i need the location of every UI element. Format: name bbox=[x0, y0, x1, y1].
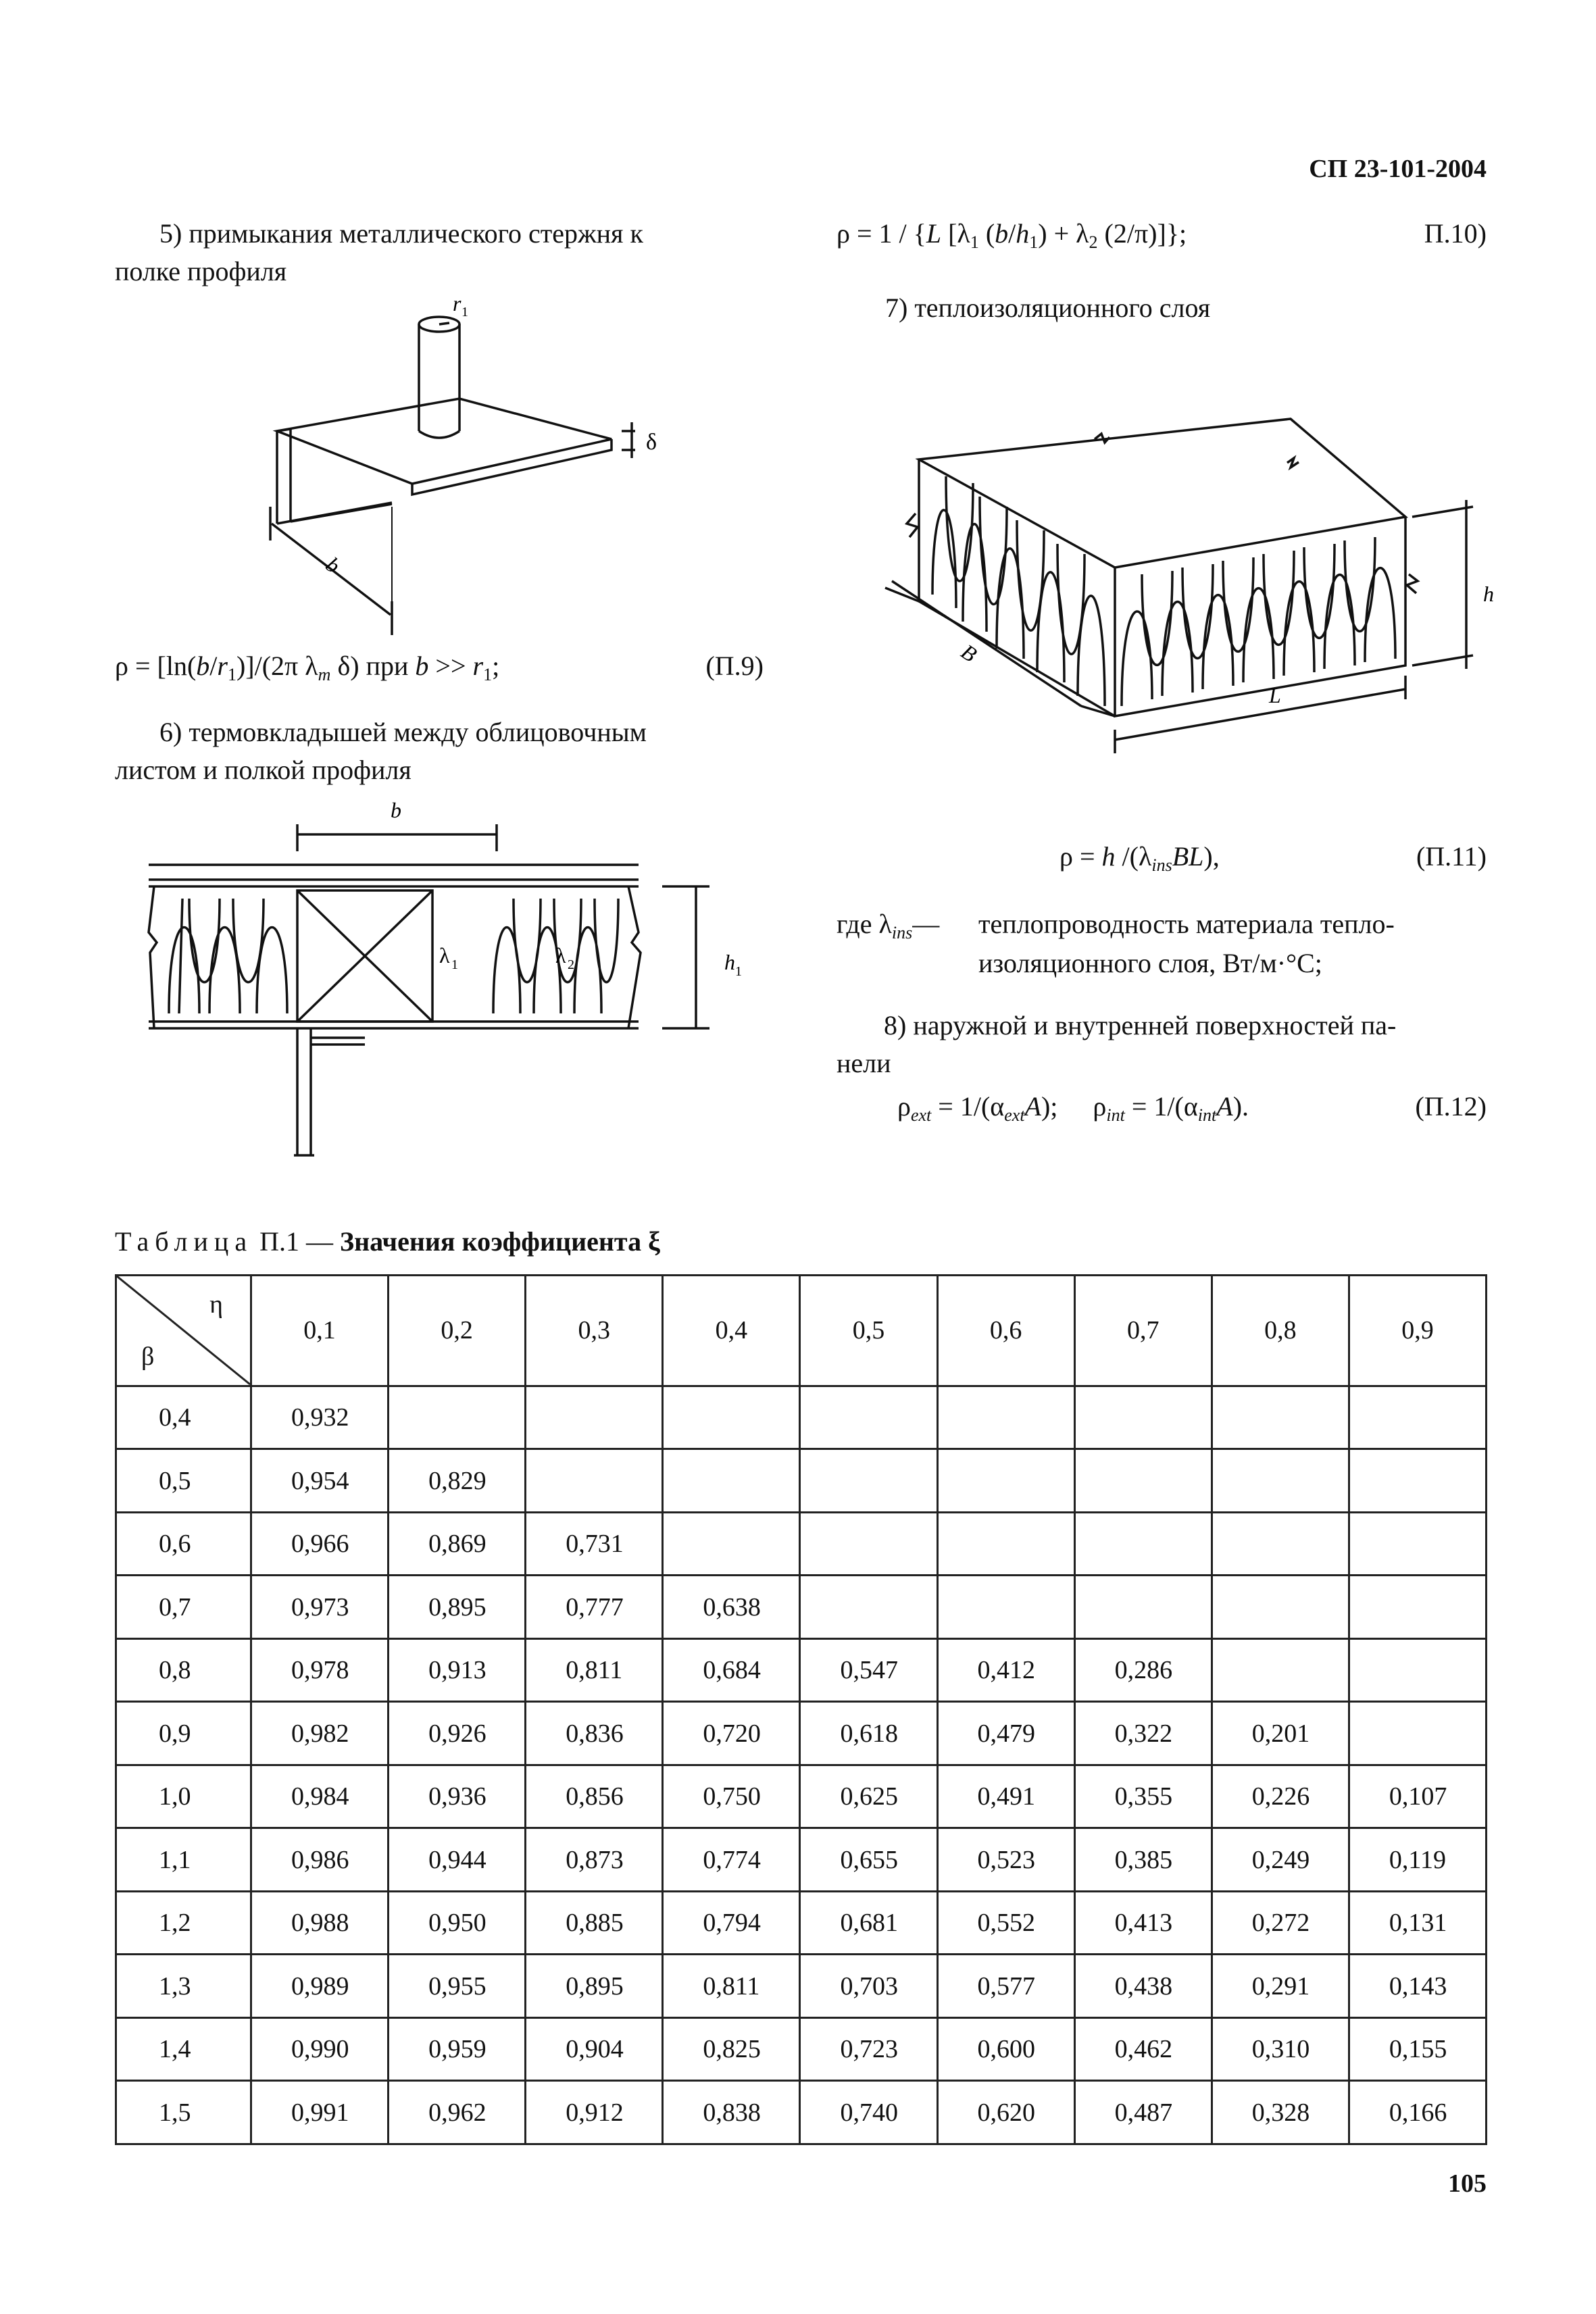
corner-beta: β bbox=[141, 1342, 155, 1371]
xi-value-cell bbox=[1349, 1386, 1486, 1449]
formula-p11: ρ = h $/(\lambda_{ins}BL)$, (П.11) bbox=[837, 838, 1487, 876]
xi-value-cell bbox=[937, 1386, 1074, 1449]
xi-value-cell: 0,912 bbox=[526, 2081, 663, 2144]
xi-value-cell: 0,413 bbox=[1074, 1891, 1212, 1955]
table-row bbox=[116, 1386, 1487, 1449]
xi-value-cell: 0,703 bbox=[800, 1955, 937, 2018]
table-row bbox=[116, 1891, 1487, 1955]
figure-6-label-b: b bbox=[391, 798, 401, 822]
beta-cell: 0,8 bbox=[116, 1638, 251, 1702]
item-6-line-2: листом и полкой профиля bbox=[115, 755, 412, 785]
table-row bbox=[116, 1512, 1487, 1576]
figure-5-label-b: b bbox=[321, 552, 345, 578]
table-caption bbox=[115, 1223, 1128, 1261]
xi-value-cell: 0,618 bbox=[800, 1702, 937, 1765]
item-5-line-1: 5) примыкания металлического стержня к bbox=[159, 218, 643, 249]
table-row bbox=[116, 1638, 1487, 1702]
table-row bbox=[116, 1765, 1487, 1828]
xi-value-cell bbox=[663, 1512, 800, 1576]
beta-cell: 1,1 bbox=[116, 1828, 251, 1892]
xi-value-cell: 0,982 bbox=[251, 1702, 389, 1765]
table-corner-cell bbox=[116, 1276, 251, 1386]
figure-7-label-L: L bbox=[1269, 683, 1281, 707]
xi-value-cell: 0,836 bbox=[526, 1702, 663, 1765]
beta-cell: 1,0 bbox=[116, 1765, 251, 1828]
xi-value-cell: 0,720 bbox=[663, 1702, 800, 1765]
xi-value-cell: 0,731 bbox=[526, 1512, 663, 1576]
xi-value-cell: 0,655 bbox=[800, 1828, 937, 1892]
formula-p12-number: (П.12) bbox=[1415, 1091, 1487, 1122]
item-5-line-2: полке профиля bbox=[115, 256, 287, 286]
xi-value-cell bbox=[1349, 1576, 1486, 1639]
table-row bbox=[116, 2081, 1487, 2144]
xi-value-cell bbox=[1349, 1638, 1486, 1702]
table-row bbox=[116, 1828, 1487, 1892]
figure-6-label-lambda1-sub: 1 bbox=[451, 957, 458, 972]
xi-value-cell: 0,959 bbox=[389, 2017, 526, 2081]
eta-header-cell: 0,6 bbox=[937, 1276, 1074, 1386]
xi-value-cell bbox=[1349, 1512, 1486, 1576]
table-caption-title: Значения коэффициента ξ bbox=[339, 1226, 660, 1257]
xi-value-cell: 0,913 bbox=[389, 1638, 526, 1702]
xi-value-cell: 0,811 bbox=[526, 1638, 663, 1702]
xi-value-cell: 0,201 bbox=[1212, 1702, 1349, 1765]
xi-value-cell bbox=[663, 1386, 800, 1449]
xi-value-cell: 0,249 bbox=[1212, 1828, 1349, 1892]
where-clause: где $\lambda_{ins}—$ теплопроводность материала тепло- изоляционного слоя, Вт/м·°C; bbox=[837, 905, 1487, 986]
xi-value-cell: 0,286 bbox=[1074, 1638, 1212, 1702]
eta-header-cell: 0,3 bbox=[526, 1276, 663, 1386]
xi-value-cell: 0,966 bbox=[251, 1512, 389, 1576]
figure-7-label-B: B bbox=[957, 638, 982, 667]
xi-value-cell bbox=[800, 1449, 937, 1513]
xi-value-cell bbox=[1074, 1512, 1212, 1576]
xi-value-cell: 0,291 bbox=[1212, 1955, 1349, 2018]
figure-insulation-layer bbox=[845, 399, 1493, 763]
xi-value-cell: 0,684 bbox=[663, 1638, 800, 1702]
xi-value-cell: 0,523 bbox=[937, 1828, 1074, 1892]
xi-value-cell: 0,936 bbox=[389, 1765, 526, 1828]
eta-header-cell: 0,9 bbox=[1349, 1276, 1486, 1386]
xi-value-cell bbox=[1212, 1512, 1349, 1576]
xi-value-cell: 0,681 bbox=[800, 1891, 937, 1955]
xi-value-cell: 0,926 bbox=[389, 1702, 526, 1765]
xi-value-cell: 0,226 bbox=[1212, 1765, 1349, 1828]
xi-value-cell: 0,895 bbox=[526, 1955, 663, 2018]
xi-value-cell: 0,986 bbox=[251, 1828, 389, 1892]
beta-cell: 1,4 bbox=[116, 2017, 251, 2081]
xi-value-cell: 0,950 bbox=[389, 1891, 526, 1955]
xi-value-cell: 0,438 bbox=[1074, 1955, 1212, 2018]
beta-cell: 0,5 bbox=[116, 1449, 251, 1513]
xi-value-cell: 0,873 bbox=[526, 1828, 663, 1892]
xi-value-cell: 0,856 bbox=[526, 1765, 663, 1828]
formula-p10-number: П.10) bbox=[1424, 218, 1487, 249]
xi-value-cell: 0,978 bbox=[251, 1638, 389, 1702]
xi-value-cell bbox=[1212, 1576, 1349, 1639]
xi-value-cell: 0,385 bbox=[1074, 1828, 1212, 1892]
xi-value-cell: 0,620 bbox=[937, 2081, 1074, 2144]
xi-value-cell: 0,310 bbox=[1212, 2017, 1349, 2081]
figure-thermal-insert bbox=[142, 797, 750, 1162]
xi-value-cell: 0,577 bbox=[937, 1955, 1074, 2018]
figure-6-label-lambda1: λ bbox=[439, 943, 450, 967]
xi-value-cell: 0,131 bbox=[1349, 1891, 1486, 1955]
xi-value-cell: 0,991 bbox=[251, 2081, 389, 2144]
beta-cell: 1,5 bbox=[116, 2081, 251, 2144]
formula-p9: $\rho = [\ln(b/r_1)]/(2\pi$ $\lambda_m$ δ) при $b >> r_1$; (П.9) bbox=[115, 647, 764, 685]
item-6-text bbox=[115, 713, 764, 789]
xi-value-cell bbox=[937, 1449, 1074, 1513]
xi-value-cell: 0,774 bbox=[663, 1828, 800, 1892]
xi-value-cell bbox=[1074, 1576, 1212, 1639]
xi-value-cell: 0,932 bbox=[251, 1386, 389, 1449]
item-8-line-2: нели bbox=[837, 1048, 891, 1078]
xi-value-cell: 0,166 bbox=[1349, 2081, 1486, 2144]
beta-cell: 0,9 bbox=[116, 1702, 251, 1765]
xi-value-cell bbox=[526, 1386, 663, 1449]
eta-header-cell: 0,4 bbox=[663, 1276, 800, 1386]
corner-diagonal bbox=[117, 1276, 250, 1384]
where-line-2: изоляционного слоя, Вт/м·°C; bbox=[978, 948, 1322, 978]
formula-p10: ρ = 1 / {L [$\lambda_1$ $(b/h_1) + \lambda_2$ (2/π)]}; П.10) bbox=[837, 215, 1487, 253]
xi-value-cell: 0,328 bbox=[1212, 2081, 1349, 2144]
xi-value-cell: 0,989 bbox=[251, 1955, 389, 2018]
xi-value-cell: 0,954 bbox=[251, 1449, 389, 1513]
xi-value-cell: 0,885 bbox=[526, 1891, 663, 1955]
figure-5-label-r1: r bbox=[453, 291, 462, 316]
xi-value-cell bbox=[526, 1449, 663, 1513]
xi-value-cell: 0,155 bbox=[1349, 2017, 1486, 2081]
xi-value-cell: 0,723 bbox=[800, 2017, 937, 2081]
xi-value-cell: 0,625 bbox=[800, 1765, 937, 1828]
eta-header-cell: 0,7 bbox=[1074, 1276, 1212, 1386]
figure-rod-on-flange bbox=[257, 284, 703, 635]
beta-cell: 1,3 bbox=[116, 1955, 251, 2018]
table-caption-label: Таблица bbox=[115, 1226, 253, 1257]
table-row bbox=[116, 1449, 1487, 1513]
xi-value-cell: 0,462 bbox=[1074, 2017, 1212, 2081]
formula-p11-number: (П.11) bbox=[1416, 841, 1487, 872]
xi-value-cell bbox=[1212, 1638, 1349, 1702]
xi-value-cell bbox=[1212, 1386, 1349, 1449]
figure-5-label-r1-sub: 1 bbox=[462, 305, 468, 320]
xi-value-cell bbox=[1349, 1449, 1486, 1513]
xi-value-cell: 0,829 bbox=[389, 1449, 526, 1513]
table-caption-number: П.1 — bbox=[253, 1226, 340, 1257]
figure-6-label-lambda2: λ bbox=[555, 943, 566, 967]
beta-cell: 0,6 bbox=[116, 1512, 251, 1576]
xi-value-cell: 0,740 bbox=[800, 2081, 937, 2144]
xi-value-cell: 0,600 bbox=[937, 2017, 1074, 2081]
xi-value-cell: 0,984 bbox=[251, 1765, 389, 1828]
xi-value-cell bbox=[800, 1386, 937, 1449]
xi-value-cell: 0,547 bbox=[800, 1638, 937, 1702]
xi-value-cell: 0,143 bbox=[1349, 1955, 1486, 2018]
eta-header-cell: 0,5 bbox=[800, 1276, 937, 1386]
item-8-line-1: 8) наружной и внутренней поверхностей па- bbox=[884, 1010, 1397, 1040]
xi-value-cell bbox=[389, 1386, 526, 1449]
xi-value-cell: 0,838 bbox=[663, 2081, 800, 2144]
eta-header-cell: 0,1 bbox=[251, 1276, 389, 1386]
table-row bbox=[116, 2017, 1487, 2081]
figure-6-label-h1: h bbox=[724, 950, 735, 974]
xi-value-cell: 0,944 bbox=[389, 1828, 526, 1892]
xi-value-cell: 0,895 bbox=[389, 1576, 526, 1639]
xi-value-cell: 0,869 bbox=[389, 1512, 526, 1576]
xi-value-cell: 0,491 bbox=[937, 1765, 1074, 1828]
xi-value-cell: 0,750 bbox=[663, 1765, 800, 1828]
xi-coefficient-table bbox=[115, 1274, 1487, 2145]
xi-value-cell: 0,272 bbox=[1212, 1891, 1349, 1955]
table-row bbox=[116, 1955, 1487, 2018]
xi-value-cell: 0,988 bbox=[251, 1891, 389, 1955]
xi-value-cell: 0,973 bbox=[251, 1576, 389, 1639]
where-line-1: теплопроводность материала тепло- bbox=[978, 909, 1395, 939]
beta-cell: 0,7 bbox=[116, 1576, 251, 1639]
xi-value-cell: 0,955 bbox=[389, 1955, 526, 2018]
table-row bbox=[116, 1702, 1487, 1765]
table-row bbox=[116, 1576, 1487, 1639]
figure-6-label-lambda2-sub: 2 bbox=[568, 957, 574, 972]
xi-value-cell: 0,990 bbox=[251, 2017, 389, 2081]
item-6-line-1: 6) термовкладышей между облицовочным bbox=[159, 717, 647, 747]
xi-value-cell bbox=[663, 1449, 800, 1513]
xi-value-cell bbox=[1074, 1449, 1212, 1513]
formula-p12: $\rho_{ext} = 1/(\alpha_{ext}A)$; $\rho_{int} = 1/(\alpha_{int}A)$. (П.12) bbox=[837, 1088, 1487, 1126]
page-number: 105 bbox=[1448, 2169, 1487, 2198]
beta-cell: 0,4 bbox=[116, 1386, 251, 1449]
xi-value-cell bbox=[937, 1512, 1074, 1576]
xi-value-cell: 0,794 bbox=[663, 1891, 800, 1955]
xi-value-cell: 0,638 bbox=[663, 1576, 800, 1639]
xi-value-cell: 0,811 bbox=[663, 1955, 800, 2018]
xi-value-cell bbox=[1349, 1702, 1486, 1765]
xi-value-cell bbox=[800, 1512, 937, 1576]
xi-value-cell bbox=[937, 1576, 1074, 1639]
xi-value-cell: 0,322 bbox=[1074, 1702, 1212, 1765]
xi-value-cell: 0,904 bbox=[526, 2017, 663, 2081]
figure-7-label-h: h bbox=[1483, 582, 1494, 606]
eta-header-cell: 0,2 bbox=[389, 1276, 526, 1386]
xi-value-cell: 0,107 bbox=[1349, 1765, 1486, 1828]
xi-value-cell bbox=[1074, 1386, 1212, 1449]
item-7-text: 7) теплоизоляционного слоя bbox=[885, 293, 1211, 323]
figure-5-label-delta: δ bbox=[646, 430, 657, 455]
xi-value-cell bbox=[800, 1576, 937, 1639]
xi-value-cell: 0,777 bbox=[526, 1576, 663, 1639]
xi-value-cell: 0,487 bbox=[1074, 2081, 1212, 2144]
eta-header-cell: 0,8 bbox=[1212, 1276, 1349, 1386]
beta-cell: 1,2 bbox=[116, 1891, 251, 1955]
xi-value-cell: 0,962 bbox=[389, 2081, 526, 2144]
xi-value-cell: 0,552 bbox=[937, 1891, 1074, 1955]
corner-eta: η bbox=[209, 1290, 223, 1319]
document-code: СП 23-101-2004 bbox=[1309, 155, 1487, 183]
xi-value-cell: 0,412 bbox=[937, 1638, 1074, 1702]
item-5-text bbox=[115, 215, 764, 291]
item-8-text bbox=[837, 1007, 1487, 1082]
xi-value-cell: 0,119 bbox=[1349, 1828, 1486, 1892]
formula-p9-number: (П.9) bbox=[705, 651, 764, 681]
xi-value-cell: 0,355 bbox=[1074, 1765, 1212, 1828]
figure-6-label-h1-sub: 1 bbox=[735, 964, 742, 979]
table-header-row bbox=[116, 1276, 1487, 1386]
xi-value-cell bbox=[1212, 1449, 1349, 1513]
xi-value-cell: 0,479 bbox=[937, 1702, 1074, 1765]
xi-value-cell: 0,825 bbox=[663, 2017, 800, 2081]
